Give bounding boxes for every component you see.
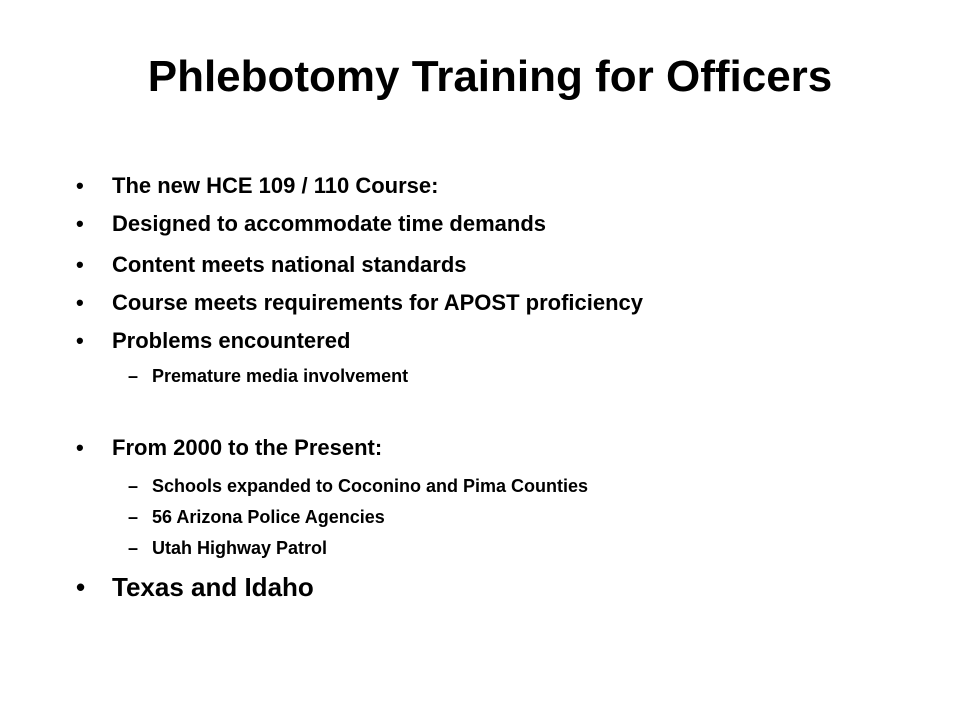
dash-glyph: – bbox=[128, 476, 139, 496]
bullet-glyph: • bbox=[76, 572, 86, 602]
bullet-glyph: • bbox=[76, 211, 84, 236]
bullet-text: From 2000 to the Present: bbox=[112, 435, 383, 460]
bullet-glyph: • bbox=[76, 173, 84, 198]
slide-title: Phlebotomy Training for Officers bbox=[147, 52, 833, 101]
dash-glyph: – bbox=[128, 538, 139, 558]
dash-glyph: – bbox=[128, 507, 139, 527]
bullet-text: Course meets requirements for APOST proficiency bbox=[112, 290, 643, 315]
bullet-text: Content meets national standards bbox=[112, 252, 467, 277]
bullet-glyph: • bbox=[76, 435, 84, 460]
sub-bullet-text: Schools expanded to Coconino and Pima Counties bbox=[152, 476, 589, 496]
bullet-text: Problems encountered bbox=[112, 328, 351, 353]
bullet-text: Texas and Idaho bbox=[112, 572, 314, 602]
bullet-glyph: • bbox=[76, 328, 84, 353]
bullet-text: The new HCE 109 / 110 Course: bbox=[112, 173, 439, 198]
bullet-text: Designed to accommodate time demands bbox=[112, 211, 546, 236]
bullet-glyph: • bbox=[76, 290, 84, 315]
sub-bullet-text: 56 Arizona Police Agencies bbox=[152, 507, 385, 527]
bullet-glyph: • bbox=[76, 252, 84, 277]
sub-bullet-text: Premature media involvement bbox=[152, 366, 409, 386]
sub-bullet-text: Utah Highway Patrol bbox=[152, 538, 328, 558]
dash-glyph: – bbox=[128, 366, 139, 386]
